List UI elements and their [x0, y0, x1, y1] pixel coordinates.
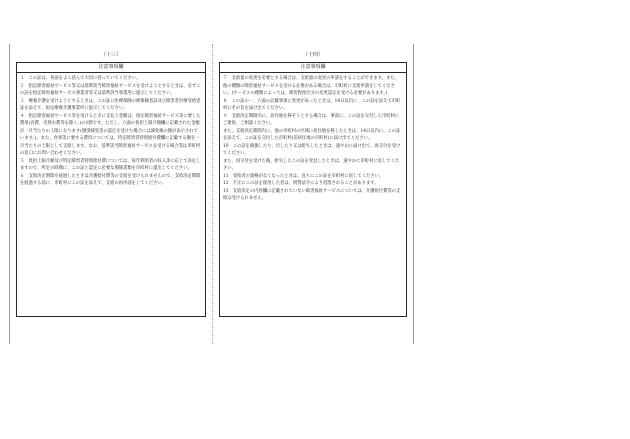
note-paragraph: ４ 指定障害福祉サービス等を受けるときに支払う金額は、指定障害福祉サービス等に要した費用(食費、光熱水費等を除く。)の1割です。ただし、六面の負担上限月額欄に記載された金額が一月当たりの上限になります(個別減免等の認定を受けた場合には減免後の額が表示されています。)。また、食事等に要する費用については、特定障害者特別給付費欄に記載する額を一月当たりの上限として支給します。なお、基準該当障害福祉サービスを受ける場合等は市町村の窓口にお問い合わせください。	[20, 113, 201, 156]
note-paragraph: ２ 指定障害福祉サービス等又は基準該当障害福祉サービスを受けようとするときは、必ずこの証を指定障害福祉サービス事業者等又は基準該当事業所に提示してください。	[20, 83, 201, 96]
note-paragraph: 12 不正にこの証を使用した者は、刑罰法令により処罰されることがあります。	[223, 181, 379, 186]
notes-paragraphs	[17, 73, 205, 188]
note-paragraph: ３ 療養介護を受けようとするときは、この証に医療保険の被保険者証及び障害者医療受給者証を添えて、指定療養介護事業所に提示してください。	[20, 98, 201, 111]
notes-box-title: 注意事項欄	[220, 63, 406, 73]
note-paragraph: １ この証は、各面をよく読んで大切に持っていてください。	[20, 76, 141, 81]
note-paragraph: ８ この証の一、六面の記載事項に変更があったときは、14日以内に、この証を添えて市町村にその旨を届け出てください。	[223, 98, 401, 111]
page-number: （十三）	[100, 52, 121, 58]
note-paragraph: ７ 支給量の変更を必要とする場合は、支給量の変更の申請をすることができます。また、他の種類の障害福祉サービスを受ける必要がある場合は、市町村に支給申請をしてください。(サービスの種類によっては、障害程度区分の変更認定を受ける必要があります。)	[223, 76, 399, 96]
note-paragraph: また、支給決定期間内に、他の市町村の区域に居住地を移したときは、14日以内に、この証を添えて、この証を交付した市町村(旧居住地の市町村)に届け出てください。	[223, 128, 401, 141]
notes-box	[219, 62, 407, 317]
note-paragraph: ５ 負担上限月額及び特定障害者特別給付費については、毎年利用者の収入等に応じて決定しますので、所定の時期に、この証と認定に必要な関係書類を市町村に提出してください。	[20, 158, 201, 171]
notes-box-title: 注意事項欄	[17, 63, 205, 73]
left-page	[9, 44, 212, 344]
note-paragraph: 10 この証を破損したり、汚したり又は紛失したときは、速やかに届け出て、再交付を受けてください。	[223, 143, 401, 156]
note-paragraph: また、再交付を受けた後、紛失したこの証を発見したときは、速やかに市町村に返してください。	[223, 158, 400, 171]
notes-paragraphs	[220, 73, 406, 203]
right-page	[212, 44, 414, 344]
note-paragraph: ９ 支給決定期間内に、居住地を移そうとする場合は、事前に、この証を交付した市町村にご連絡、ご相談ください。	[223, 113, 400, 126]
note-paragraph: ６ 支給決定期間を経過したときは介護給付費等の支給を受けられませんので、支給決定期間を経過する前に、市町村にこの証を添えて、支給の再申請をしてください。	[20, 173, 201, 186]
page-number: （十四）	[302, 52, 323, 58]
note-paragraph: 13 支給決定の内容欄に記載されていない障害福祉サービスについては、介護給付費等の支給は受けられません。	[223, 188, 401, 201]
note-paragraph: 11 受給者の資格がなくなったときは、直ちにこの証を市町村に返してください。	[223, 173, 384, 179]
notes-box	[16, 62, 206, 317]
